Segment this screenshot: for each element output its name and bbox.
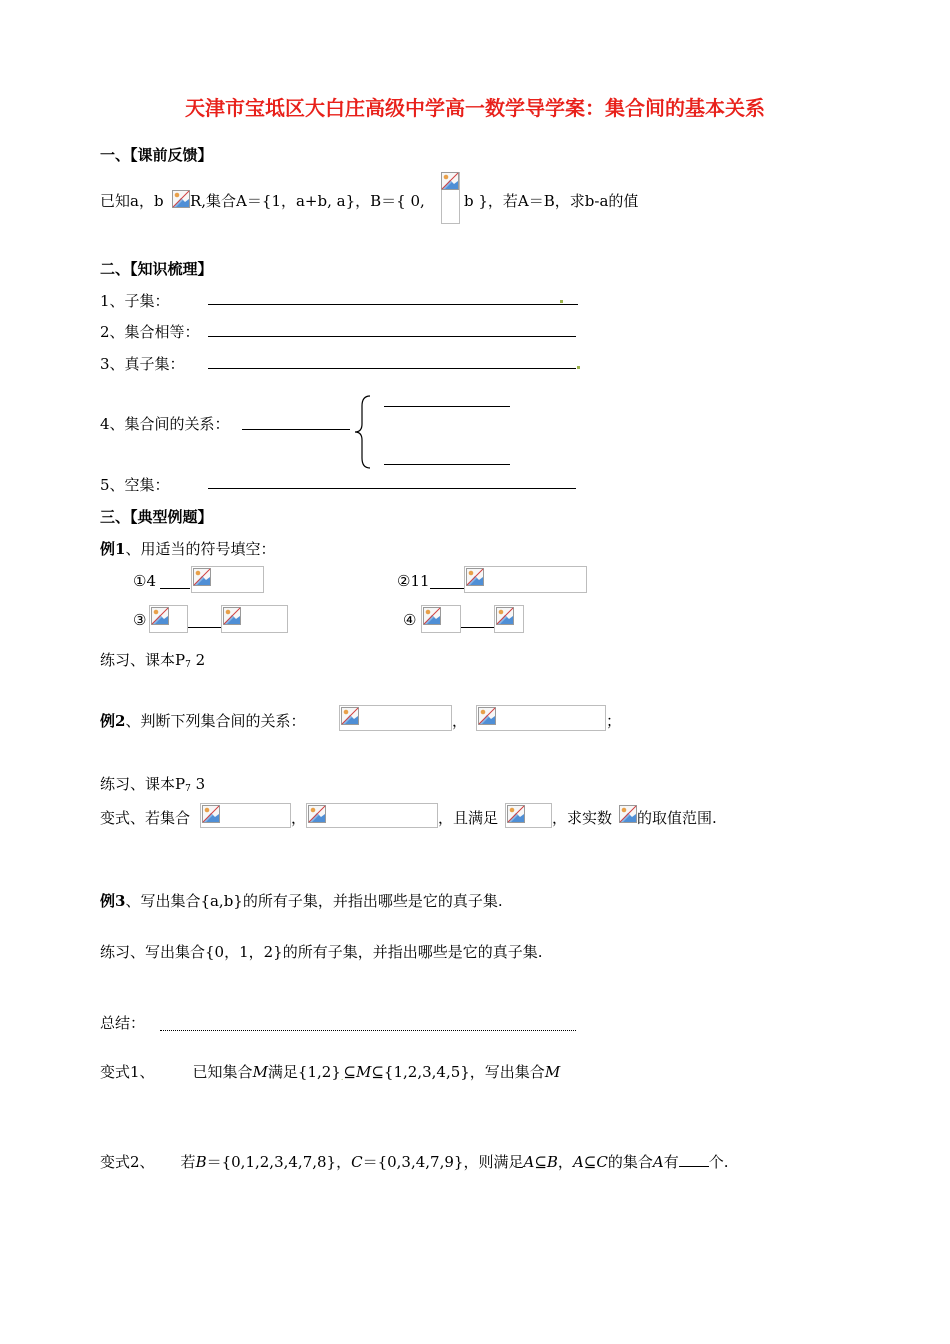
summary-label: 总结： bbox=[100, 1014, 146, 1032]
green-mark bbox=[560, 300, 563, 303]
subset-answer-line[interactable] bbox=[208, 304, 578, 305]
practice-2 bbox=[100, 773, 205, 794]
ex1-item-4: ④ bbox=[403, 611, 417, 629]
question-text-part1: 已知a，b bbox=[100, 192, 164, 210]
membership-symbol-image-icon bbox=[172, 190, 190, 208]
variable-m: M bbox=[356, 1063, 372, 1081]
practice-2-number: 3 bbox=[190, 775, 206, 793]
variable-c: C bbox=[351, 1153, 363, 1171]
set-image-icon bbox=[507, 805, 525, 823]
variant-1-text: 已知集合 bbox=[192, 1063, 253, 1081]
variable-image-icon bbox=[619, 805, 637, 823]
set-image-icon bbox=[478, 707, 496, 725]
variant-2-text: ＝{0,1,2,3,4,7,8}， bbox=[206, 1153, 352, 1171]
example-2-instruction: 、判断下列集合间的关系： bbox=[125, 712, 306, 730]
fraction-image-icon bbox=[441, 172, 459, 190]
example-2-title bbox=[100, 710, 305, 731]
variable-a: A bbox=[572, 1153, 584, 1171]
set-image-icon bbox=[223, 607, 241, 625]
proper-subset-answer-line[interactable] bbox=[208, 368, 576, 369]
variant-1-text: 满足{1,2} bbox=[267, 1063, 341, 1081]
relation-branch-line-1[interactable] bbox=[384, 406, 510, 407]
variant-1-label: 变式1、 bbox=[100, 1063, 155, 1081]
set-image-icon bbox=[202, 805, 220, 823]
page-title: 天津市宝坻区大白庄高级中学高一数学导学案：集合间的基本关系 bbox=[185, 96, 765, 120]
variant-2-text: 有 bbox=[663, 1153, 679, 1171]
variant-1-text: ⊆{1,2,3,4,5}，写出集合 bbox=[371, 1063, 545, 1081]
knowledge-item-set-relations: 4、集合间的关系： bbox=[100, 415, 230, 433]
summary-answer-line[interactable] bbox=[160, 1030, 576, 1031]
knowledge-item-empty-set: 5、空集： bbox=[100, 476, 170, 494]
subset-symbol: ⊆ bbox=[534, 1153, 547, 1171]
knowledge-item-subset: 1、子集： bbox=[100, 292, 170, 310]
set-image-icon bbox=[193, 568, 211, 586]
section-1-label: 一、【课前反馈】 bbox=[100, 146, 213, 164]
example-1-instruction: 、用适当的符号填空： bbox=[125, 540, 276, 558]
ex1-item-2-blank[interactable] bbox=[430, 588, 464, 589]
question-text-part2: R,集合A＝{1，a+b, a}，B＝{ 0, bbox=[190, 192, 425, 210]
subset-symbol: ⊆ bbox=[343, 1063, 356, 1081]
set-image-icon bbox=[496, 607, 514, 625]
ex1-item-3-blank[interactable] bbox=[188, 627, 221, 628]
set-relations-answer-line[interactable] bbox=[242, 429, 350, 430]
section-2-heading: 二、【知识梳理】 bbox=[100, 260, 213, 278]
variant-text-2: ， bbox=[291, 809, 307, 827]
ex2-separator-comma: ， bbox=[452, 712, 468, 730]
example-1-label: 例1 bbox=[100, 540, 126, 558]
variable-a: A bbox=[652, 1153, 664, 1171]
example-2-label: 例2 bbox=[100, 712, 126, 730]
subset-symbol: ⊆ bbox=[583, 1153, 597, 1171]
variant-text-3: ，且满足 bbox=[438, 809, 499, 827]
variable-b: B bbox=[546, 1153, 558, 1171]
variant-2-text: 若 bbox=[180, 1153, 196, 1171]
section-1-heading bbox=[100, 144, 213, 165]
practice-1-number: 2 bbox=[190, 651, 206, 669]
ex1-item-2: ②11 bbox=[397, 572, 430, 590]
set-image-icon bbox=[341, 707, 359, 725]
relation-branch-line-2[interactable] bbox=[384, 464, 510, 465]
set-equality-answer-line[interactable] bbox=[208, 336, 576, 337]
variable-m: M bbox=[544, 1063, 561, 1081]
variable-b: B bbox=[195, 1153, 207, 1171]
curly-brace bbox=[352, 394, 376, 470]
count-answer-blank[interactable] bbox=[679, 1154, 709, 1167]
section-3-heading: 三、【典型例题】 bbox=[100, 508, 213, 526]
variant-text-5: 的取值范围. bbox=[637, 809, 717, 827]
variant-2-text: 个. bbox=[708, 1153, 729, 1171]
practice-2-page-subscript: 7 bbox=[185, 784, 191, 794]
green-mark bbox=[577, 366, 580, 369]
knowledge-item-proper-subset: 3、真子集： bbox=[100, 355, 185, 373]
example-3-label: 例3 bbox=[100, 892, 126, 910]
variant-2-text: ＝{0,3,4,7,9}，则满足 bbox=[362, 1153, 524, 1171]
question-text-part3: b }，若A＝B，求b-a的值 bbox=[464, 192, 639, 210]
variant-text-4: ，求实数 bbox=[552, 809, 613, 827]
practice-2-text: 练习、课本P bbox=[100, 775, 186, 793]
practice-1-text: 练习、课本P bbox=[100, 651, 186, 669]
empty-set-answer-line[interactable] bbox=[208, 488, 576, 489]
knowledge-item-set-equality: 2、集合相等： bbox=[100, 323, 200, 341]
ex1-item-1: ①4 bbox=[133, 572, 156, 590]
practice-3: 练习、写出集合{0，1，2}的所有子集，并指出哪些是它的真子集. bbox=[100, 943, 543, 961]
example-1-title bbox=[100, 538, 275, 559]
variable-c: C bbox=[596, 1153, 608, 1171]
variant-2-text: 的集合 bbox=[607, 1153, 653, 1171]
variant-1: 变式1、 已知集合M满足$\{1,2\}_.⊆M⊆\{1,2,3,4,5\}$，写出集合M bbox=[100, 1063, 561, 1082]
ex1-item-3: ③ bbox=[133, 611, 147, 629]
ex1-item-1-blank[interactable] bbox=[160, 588, 190, 589]
practice-1 bbox=[100, 649, 205, 670]
pre-class-question bbox=[100, 190, 164, 211]
set-image-icon bbox=[423, 607, 441, 625]
example-3-instruction: 、写出集合{a,b}的所有子集，并指出哪些是它的真子集. bbox=[125, 892, 503, 910]
variant-2-label: 变式2、 bbox=[100, 1153, 155, 1171]
variable-m: M bbox=[252, 1063, 268, 1081]
ex2-separator-semicolon: ； bbox=[606, 712, 622, 730]
variant-2-text: ， bbox=[557, 1153, 573, 1171]
set-image-icon bbox=[466, 568, 484, 586]
practice-1-page-subscript: 7 bbox=[185, 660, 191, 670]
variant-text-1: 变式、若集合 bbox=[100, 809, 191, 827]
ex1-item-4-blank[interactable] bbox=[461, 627, 494, 628]
variant-2 bbox=[100, 1151, 729, 1172]
set-image-icon bbox=[308, 805, 326, 823]
set-image-icon bbox=[151, 607, 169, 625]
variable-a: A bbox=[523, 1153, 535, 1171]
example-3-title bbox=[100, 890, 503, 911]
